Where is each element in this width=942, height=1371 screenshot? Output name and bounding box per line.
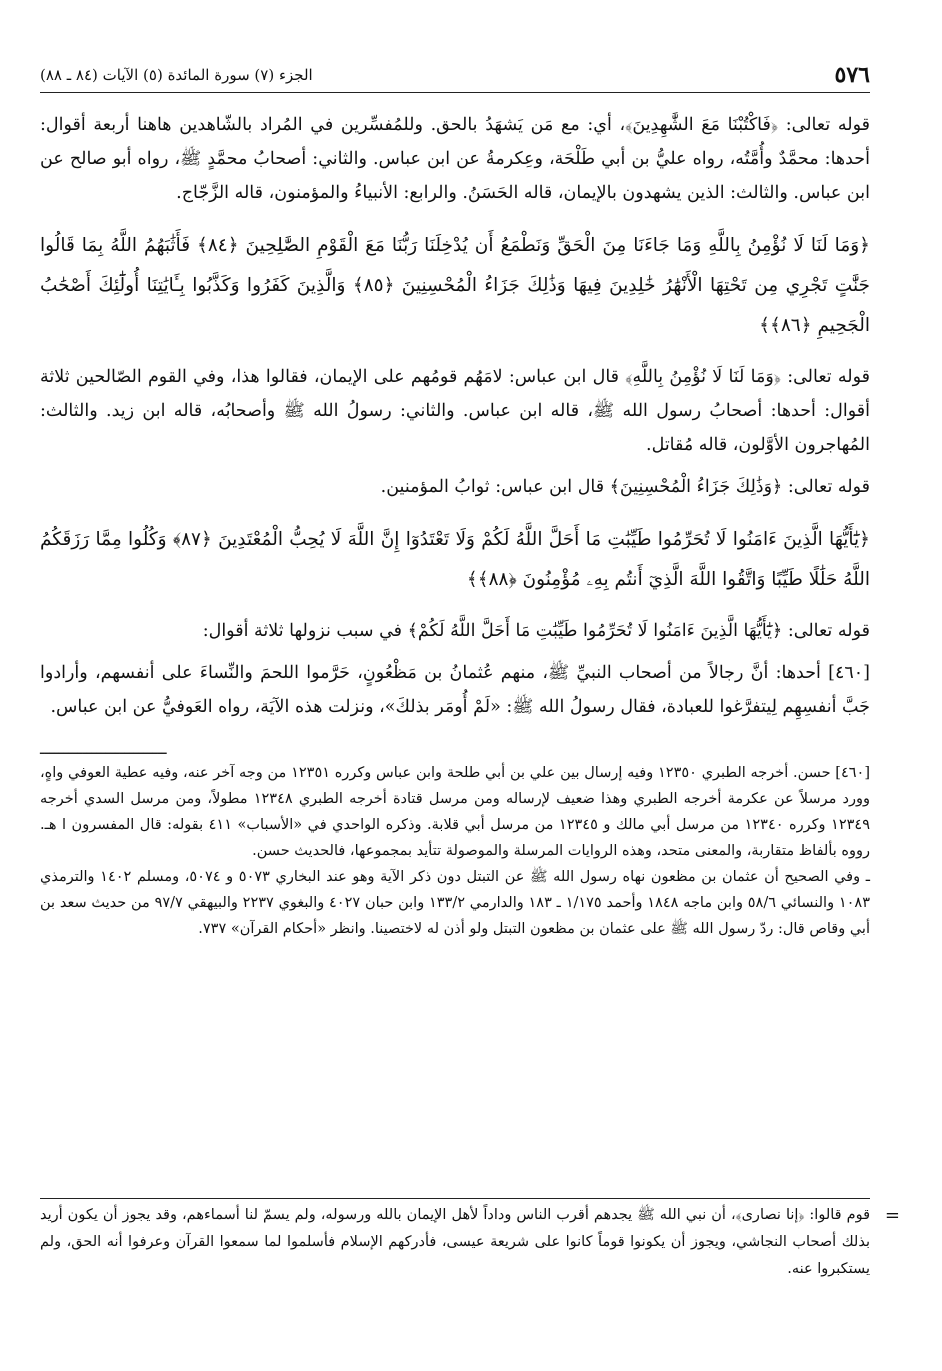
footnote-text: قوم قالوا: ﴿إنا نصارى﴾، أن نبي الله ﷺ يجدهم أقرب الناس وداداً لأهل الإيمان بالله ورسوله، ولم يسمّ لنا أسماءهم، وقد يجوز أن يكون أريد بذلك أصحاب النجاشي، ويجوز أن يكونوا قوماً كانوا على شريعة عيسى، فأدركهم الإسلام فأسلموا لما سمعوا القرآن وعرفوا أنه الحق، ولم يستكبروا عنه. [40,1207,870,1277]
continuation-mark: = [884,1205,900,1226]
continued-footnote [40,1198,900,1283]
footnote-separator: ـــــــــــــــــــــــــــ [40,739,167,758]
narration-paragraph: [٤٦٠] أحدها: أنَّ رجالاً من أصحاب النبيِّ ﷺ، منهم عُثمانُ بن مَظْعُونٍ، حَرَّموا اللحمَ والنِّساءَ على أنفسهم، وأرادوا جَبَّ أنفسِهِم لِيتفرَّغوا للعبادة، فقال رسولُ الله ﷺ: «لَمْ أُومَر بذلكَ»، ونزلت هذه الآيَة، رواه العَوفيُّ عن ابن عباس. [40,663,870,717]
quran-verses: ﴿وَمَا لَنَا لَا نُؤْمِنُ بِاللَّهِ وَمَا جَاءَنَا مِنَ الْحَقِّ وَنَطْمَعُ أَن يُدْخِلَنَا رَبُّنَا مَعَ الْقَوْمِ الصَّٰلِحِينَ ﴿٨٤﴾ فَأَثَٰبَهُمُ اللَّهُ بِمَا قَالُوا جَنَّٰتٍ تَجْرِي مِن تَحْتِهَا الْأَنْهَٰرُ خَٰلِدِينَ فِيهَا وَذَٰلِكَ جَزَاءُ الْمُحْسِنِينَ ﴿٨٥﴾ وَالَّذِينَ كَفَرُوا وَكَذَّبُوا بِـَٔايَٰتِنَا أُولَٰٓئِكَ أَصْحَٰبُ الْجَحِيمِ ﴿٨٦﴾﴾ [40,235,871,336]
footnote-block [40,760,870,942]
commentary-paragraph: قوله تعالى: ﴿يَٰٓأَيُّهَا الَّذِينَ ءَامَنُوا لَا تُحَرِّمُوا طَيِّبَٰتِ مَا أَحَلَّ اللَّهُ لَكُمْ﴾ في سبب نزولها ثلاثة أقوال: [202,621,870,641]
running-title: الجزء (٧) سورة المائدة (٥) الآيات (٨٤ ـ ٨٨) [40,66,313,84]
footnote-text: [٤٦٠] حسن. أخرجه الطبري ١٢٣٥٠ وفيه إرسال بين علي بن أبي طلحة وابن عباس وكرره ١٢٣٥١ من وجه آخر عنه، وفيه عطية العوفي واهٍ، وورد مرسلاً عن عكرمة أخرجه الطبري وهذا ضعيف لإرساله ومن مرسل قتادة أخرجه الطبري ١٢٣٤٨ مطولاً، ومن مرسل السدي أخرجه ١٢٣٤٩ وكرره ١٢٣٤٠ من مرسل أبي مالك و ١٢٣٤٥ من مرسل أبي قلابة. وذكره الواحدي في «الأسباب» ٤١١ بقوله: قال المفسرون ا هـ. رووه بألفاظ متقاربة، والمعنى متحد، وهذه الروايات المرسلة والموصولة تتأيد بمجموعها، فالحديث حسن. [40,765,871,859]
page-number: ٥٧٦ [834,62,870,88]
commentary-paragraph: قوله تعالى: ﴿وَذَٰلِكَ جَزَاءُ الْمُحْسِنِينَ﴾ قال ابن عباس: ثوابُ المؤمنين. [380,477,870,497]
main-text [40,108,870,942]
commentary-paragraph: قوله تعالى: ﴿وَمَا لَنَا لَا نُؤْمِنُ بِاللَّهِ﴾ قال ابن عباس: لامَهُم قومُهم على الإيمان، فقالوا هذا، وفي القوم الصّالحين ثلاثة أقوال: أحدها: أصحابُ رسول الله ﷺ، قاله ابن عباس. والثاني: رسولُ الله ﷺ وأصحابُه، قاله ابن زيد. والثالث: المُهاجرون الأوَّلون، قاله مُقاتل. [40,367,870,455]
quran-verses: ﴿يَٰٓأَيُّهَا الَّذِينَ ءَامَنُوا لَا تُحَرِّمُوا طَيِّبَٰتِ مَا أَحَلَّ اللَّهُ لَكُمْ وَلَا تَعْتَدُوٓا إِنَّ اللَّهَ لَا يُحِبُّ الْمُعْتَدِينَ ﴿٨٧﴾ وَكُلُوا مِمَّا رَزَقَكُمُ اللَّهُ حَلَٰلًا طَيِّبًا وَاتَّقُوا اللَّهَ الَّذِيٓ أَنتُم بِهِۦ مُؤْمِنُونَ ﴿٨٨﴾﴾ [40,529,870,590]
footnote-text: ـ وفي الصحيح أن عثمان بن مظعون نهاه رسول الله ﷺ عن التبتل دون ذكر الآية وهو عند البخاري ٥٠٧٣ و ٥٠٧٤، ومسلم ١٤٠٢ والترمذي ١٠٨٣ والنسائي ٥٨/٦ وابن ماجه ١٨٤٨ وأحمد ١/١٧٥ ـ ١٨٣ والدارمي ١٣٣/٢ وابن حبان ٤٠٢٧ والبغوي ٢٢٣٧ والبيهقي ٩٧/٧ من حديث سعد بن أبي وقاص قال: ردّ رسول الله ﷺ على عثمان بن مظعون التبتل ولو أذن له لاختصينا. وانظر «أحكام القرآن» ٧٣٧. [40,869,870,937]
page-header [40,60,870,93]
commentary-paragraph: قوله تعالى: ﴿فَاكْتُبْنَا مَعَ الشَّٰهِدِينَ﴾، أي: مع مَن يَشهَدُ بالحق. وللمُفسِّرين في المُراد بالشّاهدين هاهنا أربعة أقوال: أحدها: محمَّدٌ وأُمَّتُه، رواه عليُّ بن أبي طَلْحَة، وعِكرمةُ عن ابن عباس. والثاني: أصحابُ محمَّدٍ ﷺ، رواه أبو صالح عن ابن عباس. والثالث: الذين يشهدون بالإيمان، قاله الحَسَنُ. والرابع: الأنبياءُ والمؤمنون، قاله الزَّجّاج. [40,115,870,203]
